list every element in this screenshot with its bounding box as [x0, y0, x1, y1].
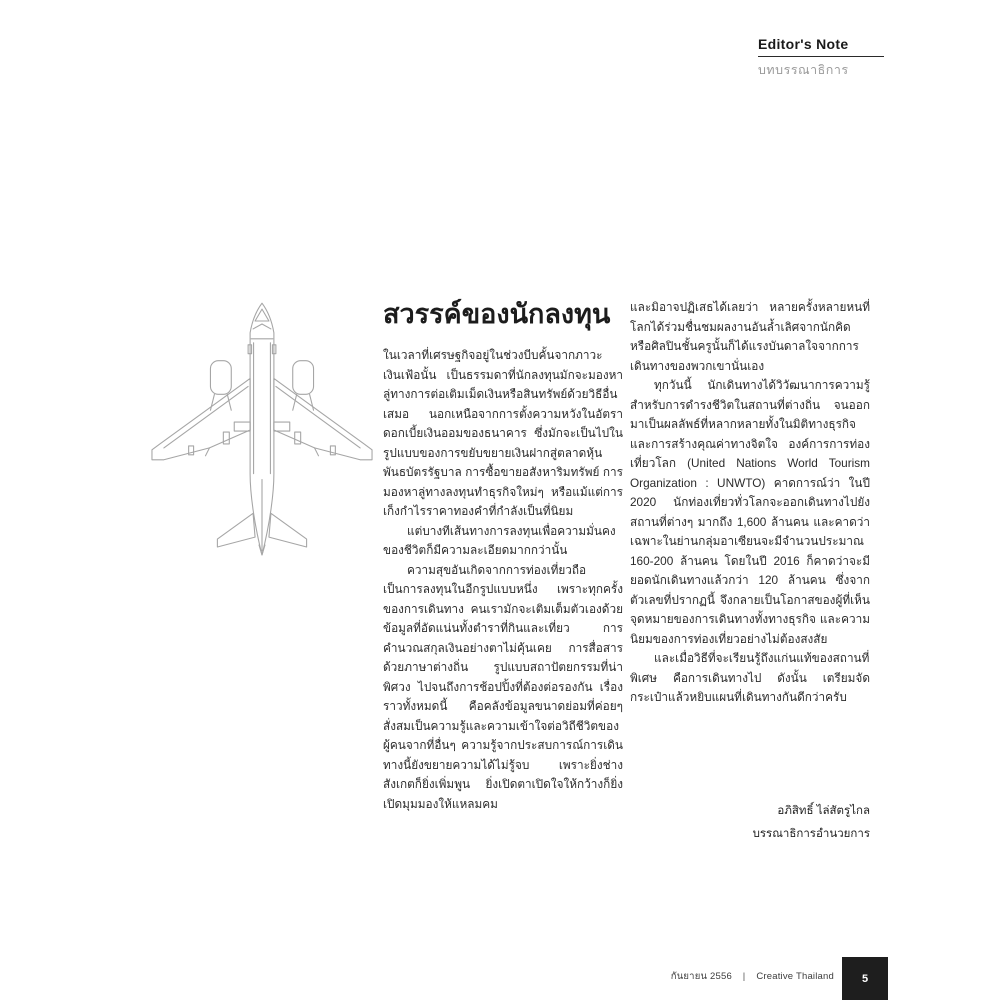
footer-issue-date: กันยายน 2556 [670, 971, 732, 982]
paragraph: แต่บางทีเส้นทางการลงทุนเพื่อความมั่นคงของชีวิตก็มีความละเอียดมากกว่านั้น [383, 523, 616, 558]
footer-magazine-name: Creative Thailand [756, 971, 834, 982]
page-number-box [842, 957, 888, 1000]
paragraph: และมิอาจปฏิเสธได้เลยว่า หลายครั้งหลายหนที่โลกได้ร่วมชื่นชมผลงานอันล้ำเลิศจากนักคิดหรือศิลปินชั้นครูนั้นก็ได้แรงบันดาลใจจากการเดินทางของพวกเขานั่นเอง [630, 300, 870, 373]
header-subtitle-thai: บทบรรณาธิการ [758, 63, 849, 77]
column-2 [630, 298, 870, 814]
signature-block [628, 800, 870, 846]
airplane-illustration [148, 298, 376, 570]
airplane-top-view-icon [148, 298, 376, 570]
paragraph: และเมื่อวิธีที่จะเรียนรู้ถึงแก่นแท้ของสถานที่พิเศษ คือการเดินทางไป ดังนั้น เตรียมจัดกระเป๋าแล้วหยิบแผนที่เดินทางกันดีกว่าครับ [630, 651, 870, 704]
column-1 [383, 298, 623, 814]
header-title: Editor's Note [758, 36, 884, 57]
article-headline: สวรรค์ของนักลงทุน [383, 299, 611, 329]
page-footer [0, 957, 1000, 1000]
article-body [383, 298, 870, 814]
page-number: 5 [861, 972, 869, 985]
editor-name: อภิสิทธิ์ ไล่สัตรูไกล [777, 805, 870, 817]
paragraph: ความสุขอันเกิดจากการท่องเที่ยวถือเป็นการลงทุนในอีกรูปแบบหนึ่ง เพราะทุกครั้งของการเดินทาง คนเรามักจะเติมเต็มตัวเองด้วยข้อมูลที่อัดแน่นทั้งตำราที่กินและเที่ยว การคำนวณสกุลเงินอย่างตาไม่คุ้นเคย การสื่อสารด้วยภาษาต่างถิ่น รูปแบบสถาปัตยกรรมที่น่าพิศวง ไปจนถึงการช้อปปิ้งที่ต้องต่อรองกัน เรื่องราวทั้งหมดนี้ คือคลังข้อมูลขนาดย่อมที่ค่อยๆ สั่งสมเป็นความรู้และความเข้าใจต่อวิถีชีวิตของผู้คนจากที่อื่นๆ ความรู้จากประสบการณ์การเดินทางนี้ยังขยายความได้ไม่รู้จบ เพราะยิ่งช่างสังเกตก็ยิ่งเพิ่มพูน ยิ่งเปิดตาเปิดใจให้กว้างก็ยิ่งเปิดมุมมองให้แหลมคม [383, 562, 623, 811]
paragraph: ในเวลาที่เศรษฐกิจอยู่ในช่วงบีบคั้นจากภาวะเงินเฟ้อนั้น เป็นธรรมดาที่นักลงทุนมักจะมองหาลู่ทางการต่อเติมเม็ดเงินหรือสินทรัพย์ด้วยวิธีอื่นเสมอ นอกเหนือจากการตั้งความหวังในอัตราดอกเบี้ยเงินออมของธนาคาร ซึ่งมักจะเป็นไปในรูปแบบของการขยับขยายเงินฝากสู่ตลาดหุ้น พันธบัตรรัฐบาล การซื้อขายอสังหาริมทรัพย์ การมองหาลู่ทางลงทุนทำธุรกิจใหม่ๆ หรือแม้แต่การเก็งกำไรราคาทองคำที่กำลังเป็นที่นิยม [383, 348, 623, 519]
footer-separator: | [742, 971, 746, 982]
paragraph: ทุกวันนี้ นักเดินทางได้วิวัฒนาการความรู้สำหรับการดำรงชีวิตในสถานที่ต่างถิ่น จนออกมาเป็นผลลัพธ์ที่หลากหลายทั้งในมิติทางธุรกิจและการสร้างคุณค่าทางจิตใจ องค์การการท่องเที่ยวโลก (United Nations World Tourism Organization : UNWTO) คาดการณ์ว่า ในปี 2020 นักท่องเที่ยวทั่วโลกจะออกเดินทางไปยังสถานที่ต่างๆ มากถึง 1,600 ล้านคน และคาดว่าเฉพาะในย่านกลุ่มอาเซียนจะมีจำนวนประมาณ 160-200 ล้านคน โดยในปี 2016 ก็คาดว่าจะมียอดนักเดินทางแล้วกว่า 120 ล้านคน ซึ่งจากตัวเลขที่ปรากฏนี้ จึงกลายเป็นโอกาสของผู้ที่เห็นจุดหมายของการเดินทางทั้งทางธุรกิจ และความนิยมของการท่องเที่ยวอย่างไม่ต้องสงสัย [630, 378, 870, 646]
page-header [758, 36, 884, 80]
editor-role: บรรณาธิการอำนวยการ [752, 828, 870, 840]
footer-meta [671, 969, 834, 984]
